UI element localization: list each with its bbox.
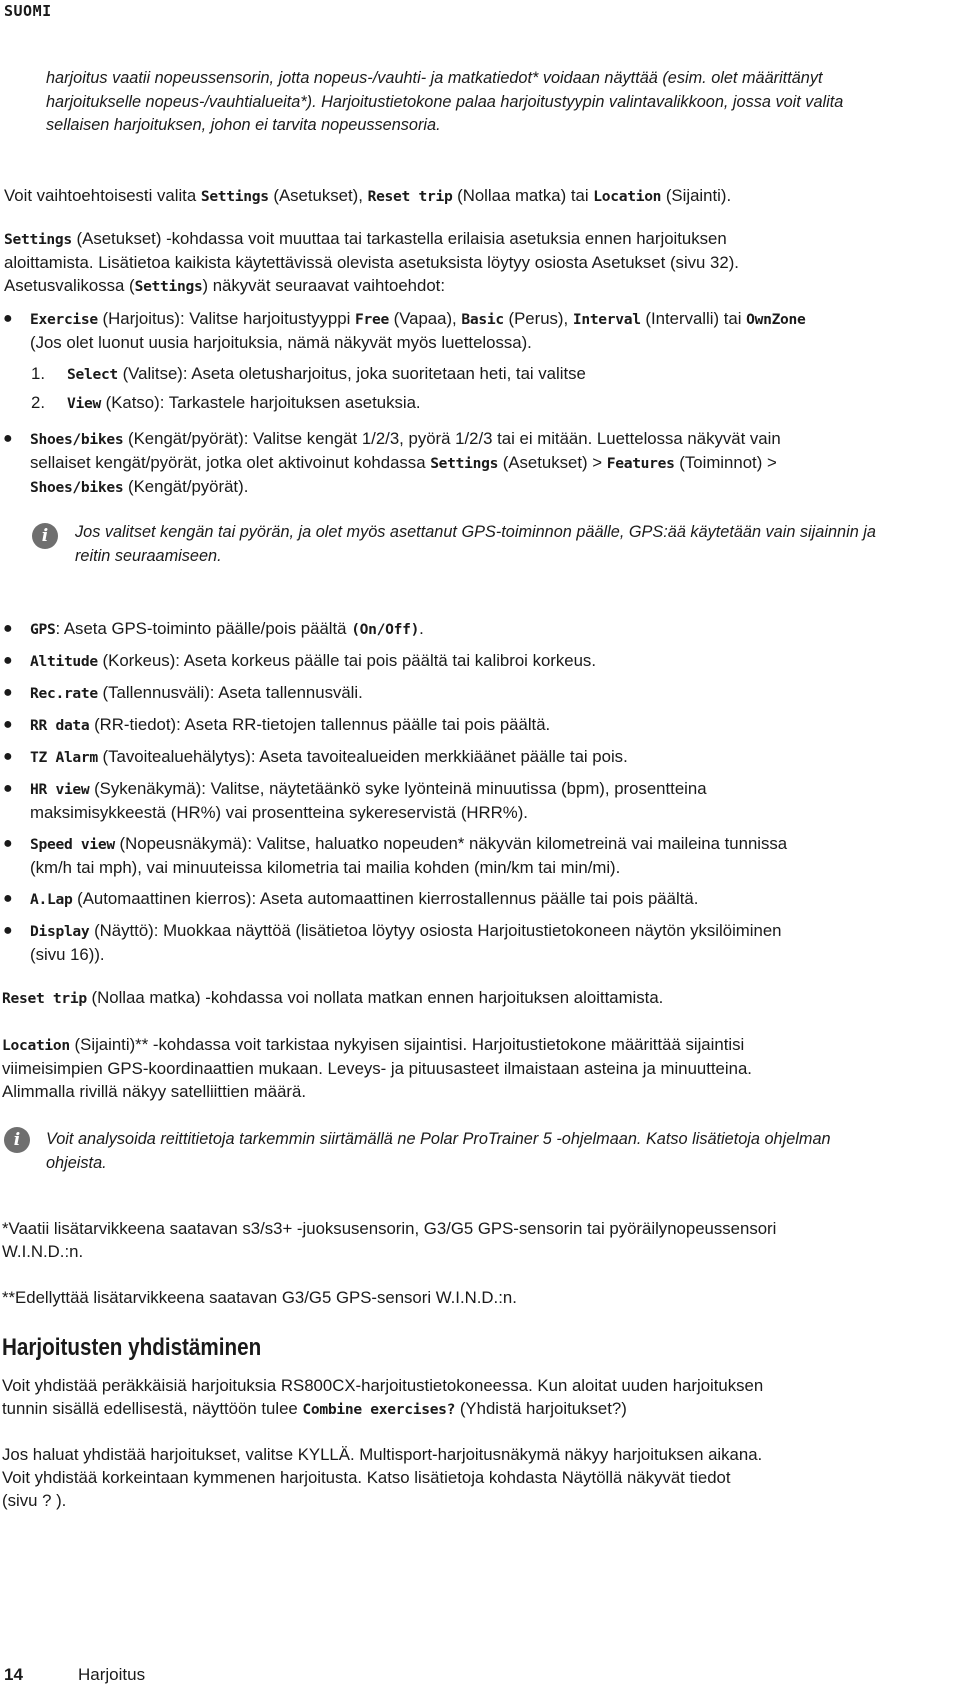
bullet-icon: ● [3, 780, 13, 797]
combine-paragraph: Voit yhdistää peräkkäisiä harjoituksia RS800CX-harjoitustietokoneessa. Kun aloitat uuden harjoituksen tunnin sisällä edellisestä, näyttöön tulee Combine exercises? (Yhdistä harjoitukset?) [2, 1376, 764, 1418]
bullet-icon: ● [3, 748, 13, 765]
settings-keyword: Settings [4, 231, 72, 248]
list-item: ● GPS: Aseta GPS-toiminto päälle/pois päältä (On/Off). [3, 619, 424, 638]
list-item: ● Speed view (Nopeusnäkymä): Valitse, haluatko nopeuden* näkyvän kilometreinä vai maileina tunnissa (km/h tai mph), vai minuuteissa kilometria tai mailia kohden (min/km tai min/mi). [3, 834, 788, 877]
combine-paragraph: Jos haluat yhdistää harjoitukset, valitse KYLLÄ. Multisport-harjoitusnäkymä näkyy harjoituksen aikana. Voit yhdistää korkeintaan kymmenen harjoitusta. Katso lisätietoja kohdasta Näytöllä näkyvät tiedot (sivu ? ). [2, 1445, 763, 1510]
bullet-icon: ● [3, 620, 13, 637]
settings-keyword: Settings [200, 188, 269, 205]
page-number: 14 [4, 1665, 23, 1684]
text-line: sellaisen harjoituksen, johon ei tarvita nopeussensoria. [46, 116, 441, 134]
bullet-icon: ● [3, 835, 13, 852]
reset-trip-keyword: Reset trip [367, 188, 453, 205]
note: Jos valitset kengän tai pyörän, ja olet myös asettanut GPS-toiminnon päälle, GPS:ää käytetään vain sijainnin ja reitin seuraamiseen. [75, 523, 876, 565]
info-icon: i [4, 1127, 30, 1153]
list-item: ● Altitude (Korkeus): Aseta korkeus päälle tai pois päältä tai kalibroi korkeus. [3, 651, 596, 670]
list-item: ● TZ Alarm (Tavoitealuehälytys): Aseta tavoitealueiden merkkiäänet päälle tai pois. [3, 747, 628, 766]
bullet-icon: ● [3, 890, 13, 907]
bullet-icon: ● [3, 922, 13, 939]
list-item: ● Rec.rate (Tallennusväli): Aseta tallennusväli. [3, 683, 363, 702]
section-heading: Harjoitusten yhdistäminen [2, 1334, 262, 1361]
bullet-icon: ● [3, 310, 13, 327]
language-header: SUOMI [4, 2, 52, 20]
location-paragraph: Location (Sijainti)** -kohdassa voit tarkistaa nykyisen sijaintisi. Harjoitustietokone määrittää sijaintisi viimeisimpien GPS-koordinaattien mukaan. Leveys- ja pituusasteet ilmaistaan asteina ja minuutteina. Alimmalla rivillä näkyy satelliittien määrä. [2, 1035, 752, 1101]
footnote: *Vaatii lisätarvikkeena saatavan s3/s3+ -juoksusensorin, G3/G5 GPS-sensorin tai pyöräilynopeussensori W.I.N.D.:n. [2, 1219, 777, 1261]
list-item: ● HR view (Sykenäkymä): Valitse, näytetäänkö syke lyönteinä minuutissa (bpm), prosentteina maksimisykkeestä (HR%) vai prosentteina sykereservistä (HRR%). [3, 779, 707, 822]
info-icon: i [32, 523, 58, 549]
exercise-sublist [31, 362, 931, 415]
bullet-icon: ● [3, 716, 13, 733]
bullet-icon: ● [3, 430, 13, 447]
text-line: harjoitus vaatii nopeussensorin, jotta nopeus-/vauhti- ja matkatiedot* voidaan näyttää (esim. olet määrittänyt [46, 69, 823, 87]
settings-list [0, 427, 945, 499]
bullet-icon: ● [3, 684, 13, 701]
continuation-paragraph [46, 67, 946, 138]
settings-keyword: Settings [134, 278, 203, 295]
settings-paragraph: Settings (Asetukset) -kohdassa voit muuttaa tai tarkastella erilaisia asetuksia ennen harjoituksen aloittamista. Lisätietoa kaikista käytettävissä olevista asetuksista löytyy osiosta Asetukset (sivu 32). Asetusvalikossa (Settings) näkyvät seuraavat vaihtoehdot: [4, 227, 944, 298]
settings-list [0, 307, 945, 354]
settings-list [0, 617, 945, 966]
list-item: 1. Select (Valitse): Aseta oletusharjoitus, joka suoritetaan heti, tai valitse [31, 364, 586, 383]
list-item: ● Shoes/bikes (Kengät/pyörät): Valitse kengät 1/2/3, pyörä 1/2/3 tai ei mitään. Luettelossa näkyvät vain sellaiset kengät/pyörät, jotka olet aktivoinut kohdassa Settings (Asetukset) > Features (Toiminnot) > Shoes/bikes (Kengät/pyörät). [3, 429, 781, 496]
list-item: ● Display (Näyttö): Muokkaa näyttöä (lisätietoa löytyy osiosta Harjoitustietokoneen näytön yksilöiminen (sivu 16)). [3, 921, 782, 964]
reset-trip-paragraph: Reset trip (Nollaa matka) -kohdassa voi nollata matkan ennen harjoituksen aloittamista. [2, 988, 664, 1007]
list-item: 2. View (Katso): Tarkastele harjoituksen asetuksia. [31, 393, 421, 412]
bullet-icon: ● [3, 652, 13, 669]
note: Voit analysoida reittitietoja tarkemmin siirtämällä ne Polar ProTrainer 5 -ohjelmaan. Katso lisätietoja ohjelman ohjeista. [46, 1130, 831, 1172]
footnote: **Edellyttää lisätarvikkeena saatavan G3/G5 GPS-sensori W.I.N.D.:n. [2, 1288, 517, 1307]
footer-section: Harjoitus [78, 1665, 146, 1684]
list-item: ● Exercise (Harjoitus): Valitse harjoitustyyppi Free (Vapaa), Basic (Perus), Interval (Intervalli) tai OwnZone (Jos olet luonut uusia harjoituksia, nämä näkyvät myös luettelossa). [3, 309, 806, 352]
combine-exercises-keyword: Combine exercises? [302, 1401, 456, 1418]
list-item: ● RR data (RR-tiedot): Aseta RR-tietojen tallennus päälle tai pois päältä. [3, 715, 551, 734]
text-line: harjoitukselle nopeus-/vauhtialueita*). Harjoitustietokone palaa harjoitustyypin valintavalikkoon, jossa voit valita [46, 92, 844, 111]
list-item: ● A.Lap (Automaattinen kierros): Aseta automaattinen kierrostallennus päälle tai pois päältä. [3, 889, 699, 908]
text-line: aloittamista. Lisätietoa kaikista käytettävissä olevista asetuksista löytyy osiosta Asetukset (sivu 32). [4, 253, 739, 272]
location-keyword: Location [593, 188, 662, 205]
alternatives-paragraph: Voit vaihtoehtoisesti valita Settings (Asetukset), Reset trip (Nollaa matka) tai Location (Sijainti). [4, 186, 732, 205]
